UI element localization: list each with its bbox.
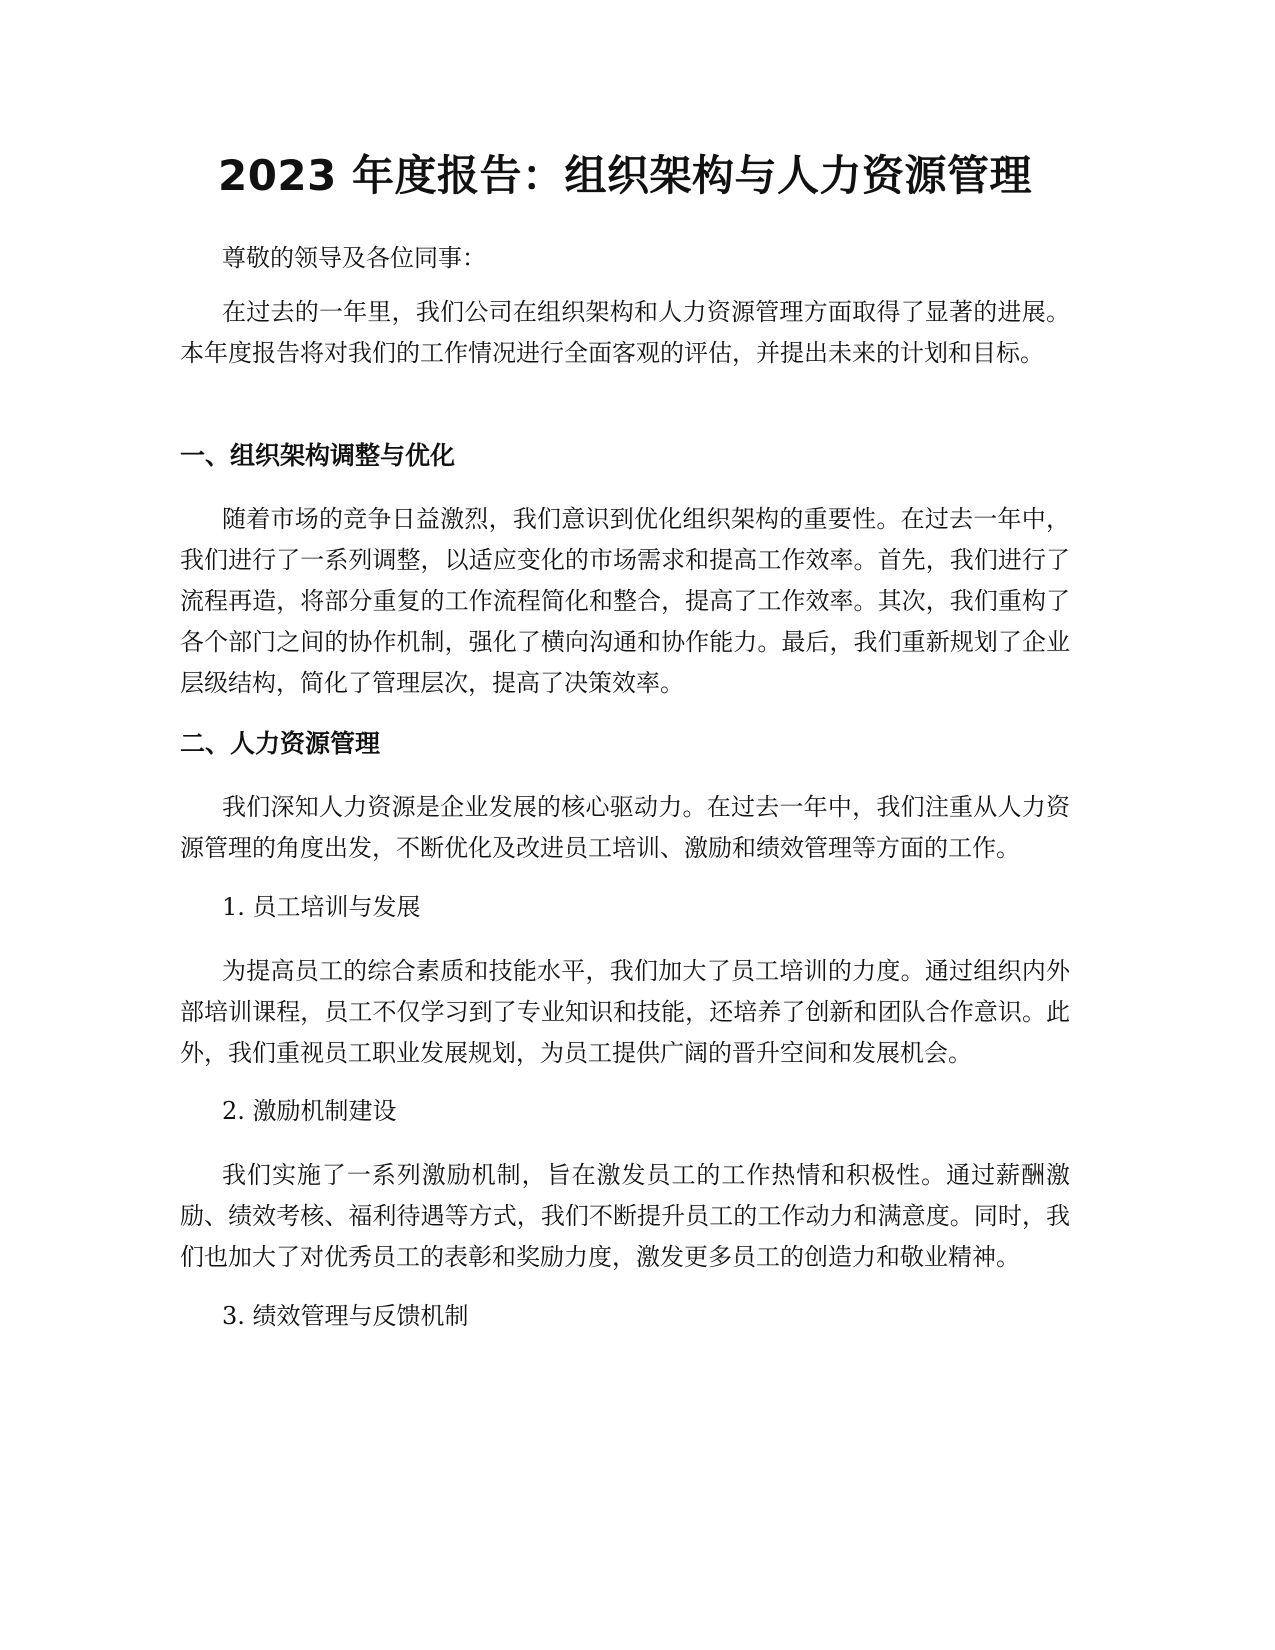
section-heading-hr: 二、人力资源管理: [180, 729, 381, 758]
section-body-org-structure: 随着市场的竞争日益激烈，我们意识到优化组织架构的重要性。在过去一年中，我们进行了一系列调整，以适应变化的市场需求和提高工作效率。首先，我们进行了流程再造，将部分重复的工作流程简化和整合，提高了工作效率。其次，我们重构了各个部门之间的协作机制，强化了横向沟通和协作能力。最后，我们重新规划了企业层级结构，简化了管理层次，提高了决策效率。: [180, 505, 1070, 697]
intro-paragraph: 在过去的一年里，我们公司在组织架构和人力资源管理方面取得了显著的进展。本年度报告将对我们的工作情况进行全面客观的评估，并提出未来的计划和目标。: [180, 298, 1070, 367]
section-body-hr: 我们深知人力资源是企业发展的核心驱动力。在过去一年中，我们注重从人力资源管理的角度出发，不断优化及改进员工培训、激励和绩效管理等方面的工作。: [180, 793, 1070, 862]
subsection-label-incentive: 2. 激励机制建设: [222, 1097, 397, 1125]
section-heading-org-structure: 一、组织架构调整与优化: [180, 441, 456, 470]
subsection-label-training: 1. 员工培训与发展: [222, 893, 421, 921]
subsection-body-incentive: 我们实施了一系列激励机制，旨在激发员工的工作热情和积极性。通过薪酬激励、绩效考核、福利待遇等方式，我们不断提升员工的工作动力和满意度。同时，我们也加大了对优秀员工的表彰和奖励力度，激发更多员工的创造力和敬业精神。: [180, 1161, 1070, 1271]
subsection-label-performance: 3. 绩效管理与反馈机制: [222, 1302, 469, 1330]
greeting: 尊敬的领导及各位同事：: [222, 244, 486, 272]
subsection-body-training: 为提高员工的综合素质和技能水平，我们加大了员工培训的力度。通过组织内外部培训课程，员工不仅学习到了专业知识和技能，还培养了创新和团队合作意识。此外，我们重视员工职业发展规划，为员工提供广阔的晋升空间和发展机会。: [180, 957, 1070, 1067]
document-title: 2023 年度报告：组织架构与人力资源管理: [217, 151, 1033, 200]
